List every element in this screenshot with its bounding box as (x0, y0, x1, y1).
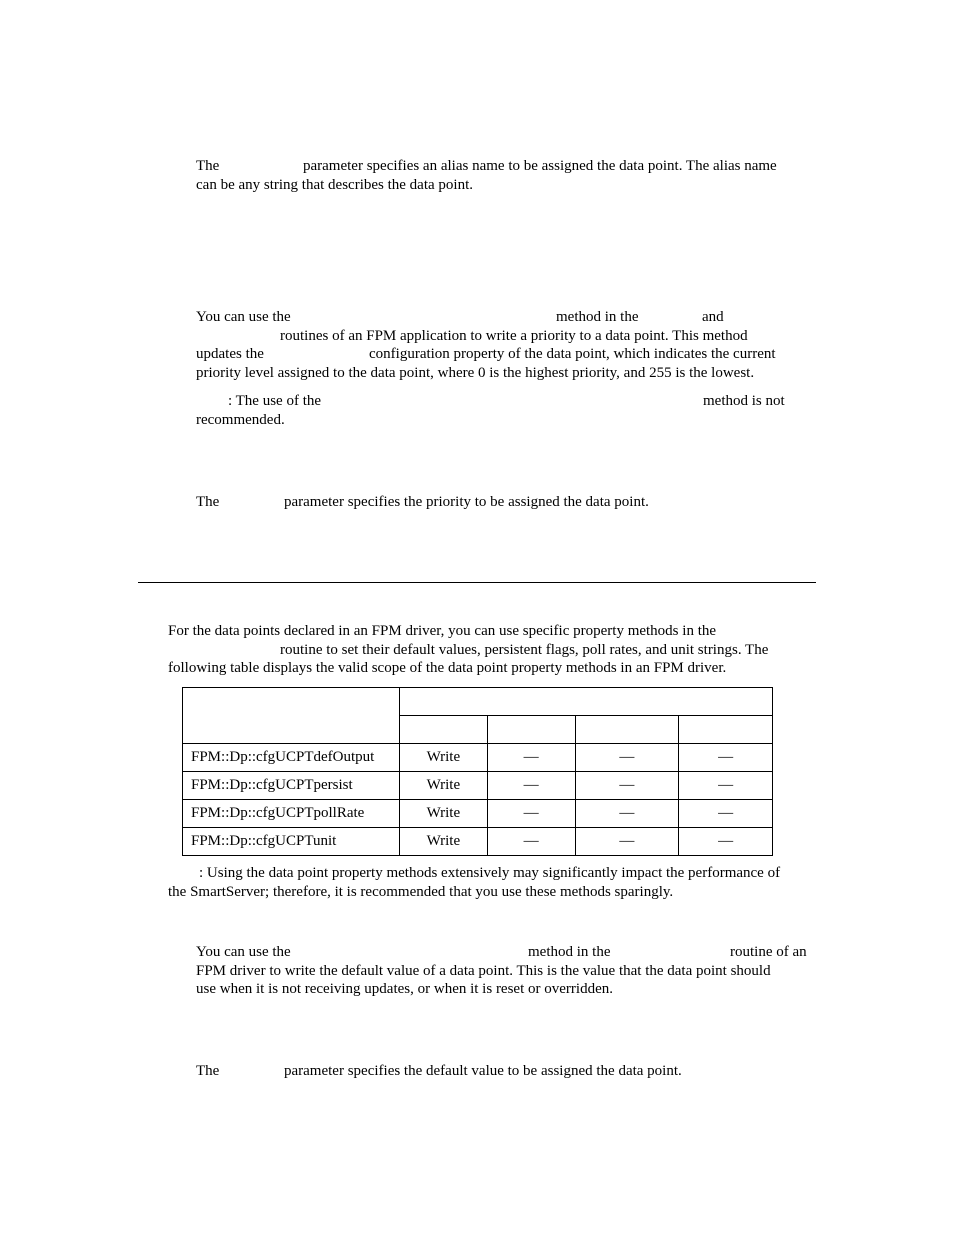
driver-intro (168, 622, 818, 678)
priority-text: routines of an FPM application to write a priority to a data point. This method (280, 327, 748, 344)
param-text: parameter specifies the default value to be assigned the data point. (284, 1063, 682, 1079)
alias-text: The (196, 158, 220, 174)
header-method-cell (183, 688, 400, 744)
priority-text: priority level assigned to the data point, where 0 is the highest priority, and 255 is the lowest. (196, 364, 755, 381)
subheader-cell (679, 716, 773, 744)
table-row (183, 744, 773, 772)
property-scope-table (182, 687, 773, 856)
scope-cell: Write (399, 772, 487, 800)
scope-cell: Write (399, 800, 487, 828)
driver-note (168, 864, 818, 901)
subheader-cell (575, 716, 679, 744)
intro-text: routine to set their default values, persistent flags, poll rates, and unit strings. The (280, 641, 769, 658)
scope-cell: — (575, 772, 679, 800)
note-text: method is not (703, 393, 785, 409)
priority-note (196, 392, 816, 429)
table-row (183, 828, 773, 856)
defoutput-paragraph (196, 943, 816, 999)
scope-cell: — (487, 828, 575, 856)
priority-text: You can use the (196, 309, 291, 325)
priority-text: updates the (196, 346, 264, 362)
scope-cell: Write (399, 744, 487, 772)
table-row (183, 800, 773, 828)
defoutput-text: You can use the (196, 944, 291, 960)
priority-text: method in the (556, 309, 639, 325)
scope-cell: — (575, 828, 679, 856)
table-header-row (183, 688, 773, 716)
scope-cell: — (679, 744, 773, 772)
alias-text: can be any string that describes the data point. (196, 176, 473, 193)
scope-cell: Write (399, 828, 487, 856)
scope-cell: — (487, 800, 575, 828)
scope-cell: — (679, 828, 773, 856)
scope-cell: — (487, 744, 575, 772)
method-name-cell: FPM::Dp::cfgUCPTpersist (183, 772, 400, 800)
scope-cell: — (679, 772, 773, 800)
scope-cell: — (575, 800, 679, 828)
defoutput-text: use when it is not receiving updates, or when it is reset or overridden. (196, 981, 613, 997)
priority-text: configuration property of the data point, which indicates the current (369, 346, 776, 362)
alias-text: parameter specifies an alias name to be assigned the data point. The alias name (303, 158, 777, 174)
header-scope-cell (399, 688, 772, 716)
table-row (183, 772, 773, 800)
note-text: : Using the data point property methods extensively may significantly impact the performance of (199, 865, 781, 881)
method-name-cell: FPM::Dp::cfgUCPTdefOutput (183, 744, 400, 772)
param-text: The (196, 494, 220, 510)
method-name-cell: FPM::Dp::cfgUCPTpollRate (183, 800, 400, 828)
method-name-cell: FPM::Dp::cfgUCPTunit (183, 828, 400, 856)
note-text: the SmartServer; therefore, it is recommended that you use these methods sparingly. (168, 883, 674, 900)
alias-paragraph (196, 157, 816, 194)
section-divider (138, 582, 816, 583)
intro-text: following table displays the valid scope of the data point property methods in an FPM driver. (168, 660, 727, 676)
note-text: recommended. (196, 411, 285, 428)
subheader-cell (487, 716, 575, 744)
priority-paragraph (196, 308, 816, 382)
defoutput-text: method in the (528, 944, 611, 960)
note-text: : The use of the (228, 393, 322, 409)
param-text: The (196, 1063, 220, 1079)
subheader-cell (399, 716, 487, 744)
intro-text: For the data points declared in an FPM driver, you can use specific property methods in the (168, 623, 717, 639)
param-text: parameter specifies the priority to be assigned the data point. (284, 494, 649, 510)
scope-cell: — (679, 800, 773, 828)
priority-param (196, 493, 816, 512)
scope-cell: — (575, 744, 679, 772)
defoutput-text: FPM driver to write the default value of a data point. This is the value that the data point should (196, 962, 771, 979)
defoutput-param (196, 1062, 816, 1081)
priority-text: and (702, 309, 724, 325)
scope-cell: — (487, 772, 575, 800)
defoutput-text: routine of an (730, 944, 807, 960)
